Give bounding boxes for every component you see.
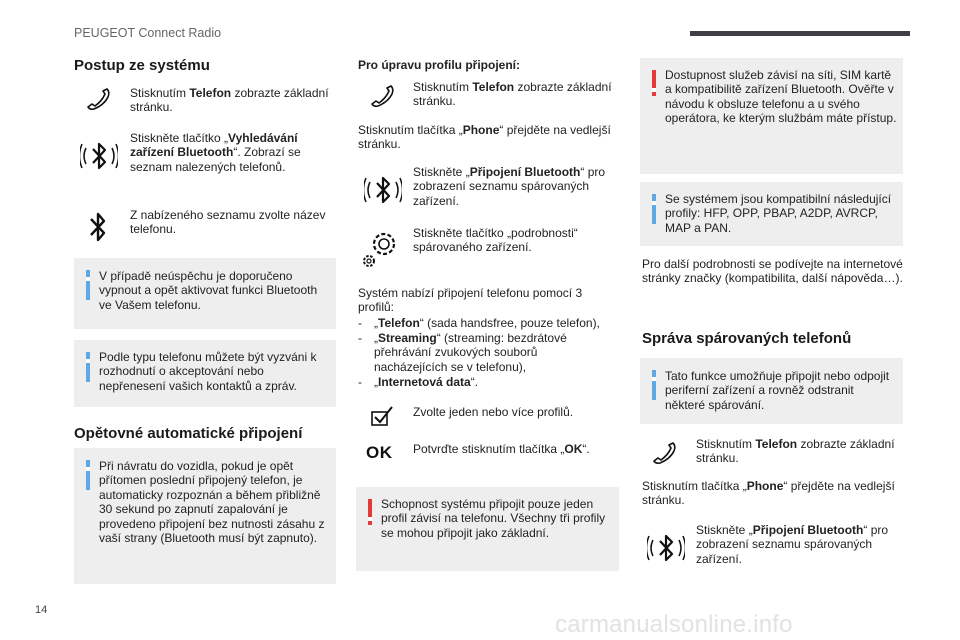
paragraph-phone-page: Stisknutím tlačítka „Phone“ přejděte na vedlejší stránku. xyxy=(642,479,895,508)
paragraph-more-details: Pro další podrobnosti se podívejte na internetové stránky značky (kompatibilita, další nápověda…). xyxy=(642,257,903,286)
paragraph-phone-page: Stisknutím tlačítka „Phone“ přejděte na vedlejší stránku. xyxy=(358,123,611,152)
step-telefon: Stisknutím Telefon zobrazte základní stránku. xyxy=(696,437,895,466)
bluetooth-search-icon xyxy=(364,168,402,212)
page-number: 14 xyxy=(35,604,48,616)
step-telefon: Stisknutím Telefon zobrazte základní stránku. xyxy=(413,80,612,109)
bluetooth-search-icon xyxy=(647,526,685,570)
step-details: Stiskněte tlačítko „podrobnosti“ spárovaného zařízení. xyxy=(413,226,578,255)
ok-button-icon: OK xyxy=(366,443,393,462)
warning-box: Schopnost systému připojit pouze jeden profil závisí na telefonu. Všechny tři profily se mohou připojit jako základní. xyxy=(356,487,619,571)
step-select-phone: Z nabízeného seznamu zvolte název telefonu. xyxy=(130,208,326,237)
info-box: Se systémem jsou kompatibilní následující profily: HFP, OPP, PBAP, A2DP, AVRCP, MAP a PAN. xyxy=(640,182,903,246)
header-title: PEUGEOT Connect Radio xyxy=(74,26,222,40)
info-box: Při návratu do vozidla, pokud je opět přítomen poslední připojený telefon, je automaticky rozpoznán a během přibližně 30 sekund po zapnutí zapalování je provedeno připojení bez nutnosti zásahu z vaší strany (Bluetooth musí být zapnuto). xyxy=(74,448,336,584)
step-bluetooth-connect: Stiskněte „Připojení Bluetooth“ pro zobrazení seznamu spárovaných zařízení. xyxy=(413,165,606,208)
watermark: carmanualsonline.info xyxy=(555,611,793,638)
phone-handset-icon xyxy=(370,85,396,107)
info-icon xyxy=(652,370,656,400)
bluetooth-search-icon xyxy=(80,134,118,178)
step-select-profiles: Zvolte jeden nebo více profilů. xyxy=(413,405,574,419)
warning-icon xyxy=(652,70,656,96)
info-icon xyxy=(86,460,90,490)
heading-system: Postup ze systému xyxy=(74,57,210,74)
step-telefon: Stisknutím Telefon zobrazte základní stránku. xyxy=(130,86,329,115)
list-item: - „Internetová data“. xyxy=(358,375,479,389)
step-bluetooth-connect: Stiskněte „Připojení Bluetooth“ pro zobrazení seznamu spárovaných zařízení. xyxy=(696,523,889,566)
info-icon xyxy=(86,270,90,300)
info-box: V případě neúspěchu je doporučeno vypnout a opět aktivovat funkci Bluetooth ve Vašem telefonu. xyxy=(74,258,336,329)
heading-manage-paired: Správa spárovaných telefonů xyxy=(642,330,852,347)
info-box: Podle typu telefonu můžete být vyzváni k rozhodnutí o akceptování nebo nepřenesení vašich kontaktů a zpráv. xyxy=(74,340,336,407)
phone-handset-icon xyxy=(652,442,678,464)
heading-edit-profile: Pro úpravu profilu připojení: xyxy=(358,58,520,72)
bluetooth-icon xyxy=(88,210,108,244)
step-bluetooth-search: Stiskněte tlačítko „Vyhledávání zařízení Bluetooth“. Zobrazí se seznam nalezených telefonů. xyxy=(130,131,301,174)
phone-handset-icon xyxy=(86,88,112,110)
step-confirm-ok: Potvrďte stisknutím tlačítka „OK“. xyxy=(413,442,590,456)
warning-icon xyxy=(368,499,372,525)
checkbox-profile-icon xyxy=(370,404,394,428)
header-rule xyxy=(690,31,910,36)
gear-details-icon xyxy=(360,226,404,270)
info-icon xyxy=(652,194,656,224)
list-item: - „Telefon“ (sada handsfree, pouze telefon), xyxy=(358,316,600,330)
list-item: - „Streaming“ (streaming: bezdrátové přehrávání zvukových souborů nacházejících se v telefonu), xyxy=(358,331,567,374)
info-icon xyxy=(86,352,90,382)
paragraph-profiles: Systém nabízí připojení telefonu pomocí 3 profilů: xyxy=(358,286,583,315)
info-box: Tato funkce umožňuje připojit nebo odpojit periferní zařízení a rovněž odstranit některé spárování. xyxy=(640,358,903,424)
heading-auto-connect: Opětovné automatické připojení xyxy=(74,425,303,442)
warning-box: Dostupnost služeb závisí na síti, SIM kartě a kompatibilitě zařízení Bluetooth. Ověřte v návodu k obsluze telefonu a u svého operátora, ke kterým službám máte přístup. xyxy=(640,58,903,174)
